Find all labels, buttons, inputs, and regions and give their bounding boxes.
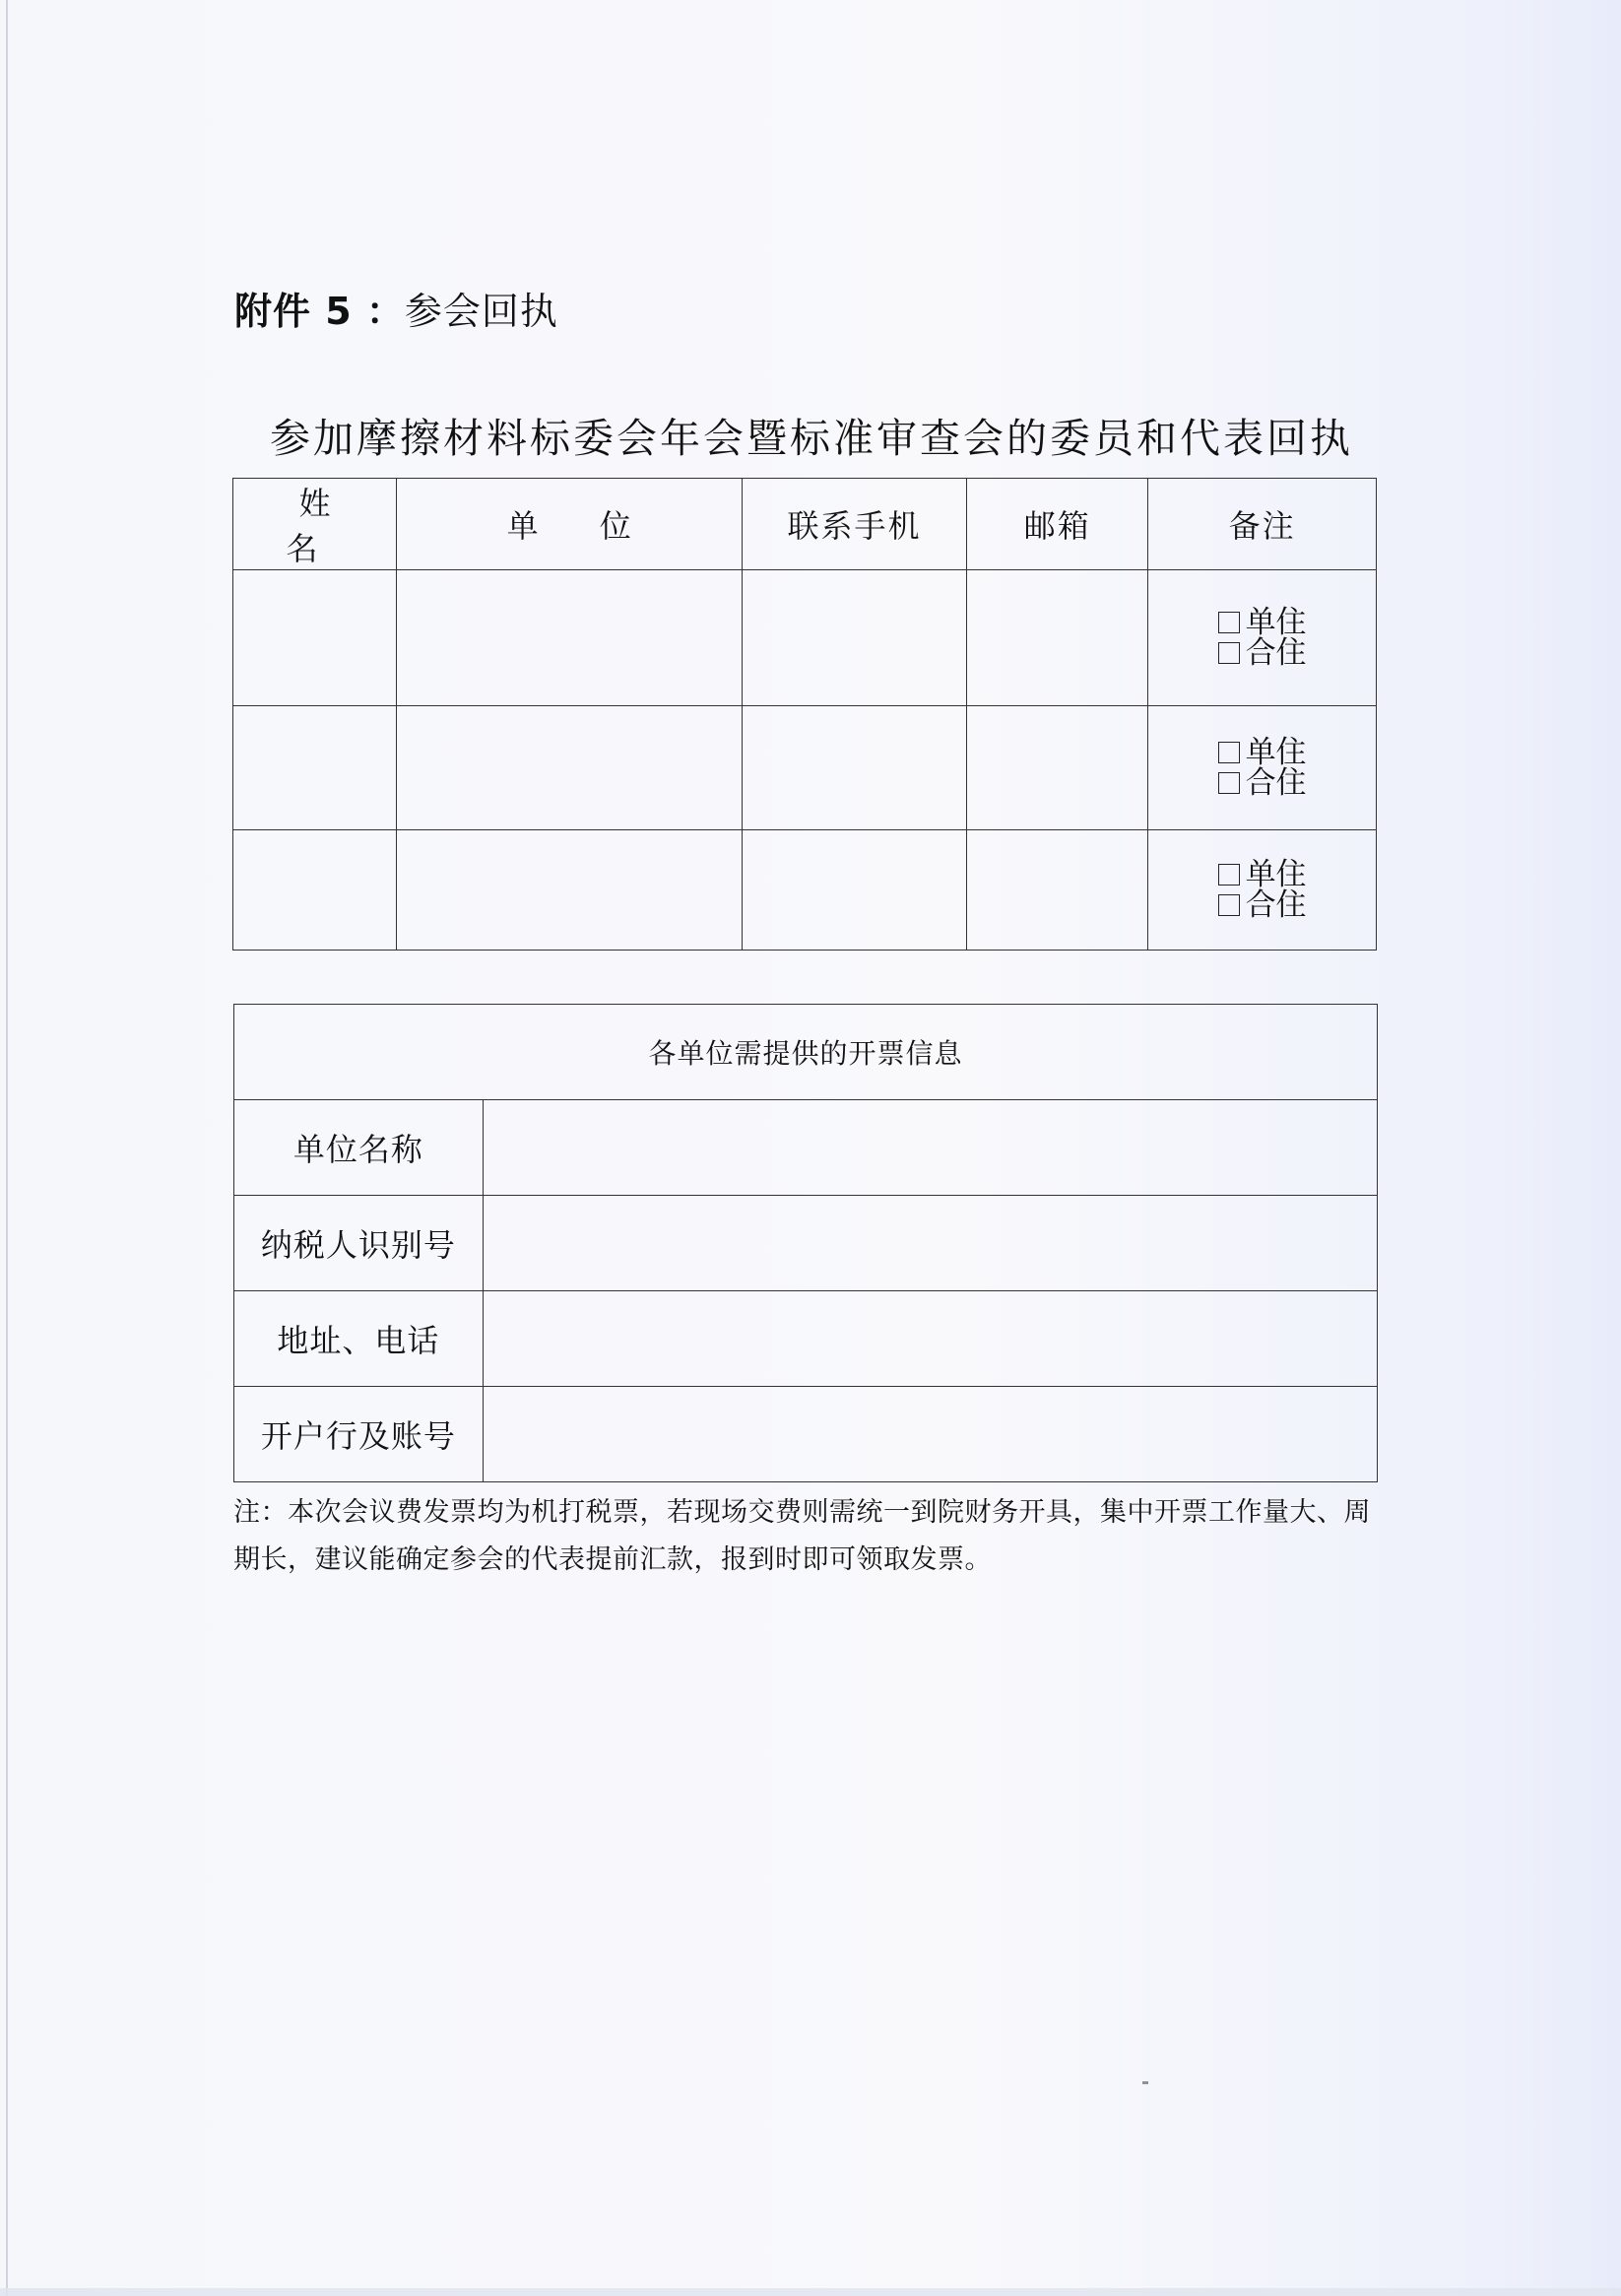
attendee-row — [233, 830, 1377, 951]
form-title: 参加摩擦材料标委会年会暨标准审查会的委员和代表回执 — [270, 415, 1353, 462]
invoice-header-row — [234, 1005, 1378, 1100]
column-header-unit: 单 位 — [396, 479, 742, 570]
invoice-row — [234, 1291, 1378, 1387]
attachment-heading — [234, 281, 558, 335]
email-cell[interactable] — [967, 706, 1148, 830]
single-room-option[interactable] — [1218, 734, 1307, 770]
taxpayer-id-field[interactable] — [483, 1196, 1377, 1291]
column-header-phone: 联系手机 — [742, 479, 967, 570]
shared-room-option[interactable] — [1218, 634, 1307, 671]
attendee-row — [233, 570, 1377, 706]
attachment-title: 参会回执 — [404, 290, 558, 333]
shared-room-label: 合住 — [1245, 764, 1307, 801]
checkbox-icon[interactable] — [1218, 742, 1240, 763]
column-header-name: 姓 名 — [233, 479, 397, 570]
shared-room-label: 合住 — [1245, 634, 1307, 671]
single-room-label: 单住 — [1245, 734, 1307, 770]
unit-cell[interactable] — [396, 830, 742, 951]
invoice-label-taxpayer-id: 纳税人识别号 — [234, 1196, 484, 1291]
invoice-label-bank-account: 开户行及账号 — [234, 1387, 484, 1482]
checkbox-icon[interactable] — [1218, 772, 1240, 794]
remarks-cell — [1148, 570, 1377, 706]
page-edge-shadow — [6, 0, 8, 2296]
attendee-table — [232, 478, 1377, 951]
column-header-remarks: 备注 — [1148, 479, 1377, 570]
single-room-label: 单住 — [1245, 856, 1307, 892]
page-bottom-shadow — [0, 2288, 1621, 2296]
bank-account-field[interactable] — [483, 1387, 1377, 1482]
invoice-label-address-phone: 地址、电话 — [234, 1291, 484, 1387]
single-room-option[interactable] — [1218, 856, 1307, 892]
phone-cell[interactable] — [742, 570, 967, 706]
name-cell[interactable] — [233, 570, 397, 706]
invoice-row — [234, 1196, 1378, 1291]
invoice-note: 注：本次会议费发票均为机打税票，若现场交费则需统一到院财务开具，集中开票工作量大、周期长，建议能确定参会的代表提前汇款，报到时即可领取发票。 — [233, 1497, 1371, 1575]
unit-cell[interactable] — [396, 570, 742, 706]
invoice-row — [234, 1100, 1378, 1196]
phone-cell[interactable] — [742, 706, 967, 830]
checkbox-icon[interactable] — [1218, 612, 1240, 633]
invoice-table-title: 各单位需提供的开票信息 — [234, 1005, 1378, 1100]
attendee-row — [233, 706, 1377, 830]
name-cell[interactable] — [233, 706, 397, 830]
invoice-label-company-name: 单位名称 — [234, 1100, 484, 1196]
shared-room-option[interactable] — [1218, 764, 1307, 801]
phone-cell[interactable] — [742, 830, 967, 951]
remarks-cell — [1148, 706, 1377, 830]
shared-room-option[interactable] — [1218, 886, 1307, 923]
single-room-label: 单住 — [1245, 604, 1307, 640]
remarks-cell — [1148, 830, 1377, 951]
single-room-option[interactable] — [1218, 604, 1307, 640]
name-cell[interactable] — [233, 830, 397, 951]
unit-cell[interactable] — [396, 706, 742, 830]
attachment-number: 附件 5 ： — [234, 290, 405, 333]
column-header-email: 邮箱 — [967, 479, 1148, 570]
email-cell[interactable] — [967, 570, 1148, 706]
checkbox-icon[interactable] — [1218, 642, 1240, 664]
checkbox-icon[interactable] — [1218, 864, 1240, 886]
email-cell[interactable] — [967, 830, 1148, 951]
invoice-info-table — [233, 1004, 1378, 1482]
address-phone-field[interactable] — [483, 1291, 1377, 1387]
invoice-row — [234, 1387, 1378, 1482]
company-name-field[interactable] — [483, 1100, 1377, 1196]
scan-speck — [1142, 2081, 1148, 2084]
shared-room-label: 合住 — [1245, 886, 1307, 923]
checkbox-icon[interactable] — [1218, 894, 1240, 916]
attendee-header-row — [233, 479, 1377, 570]
